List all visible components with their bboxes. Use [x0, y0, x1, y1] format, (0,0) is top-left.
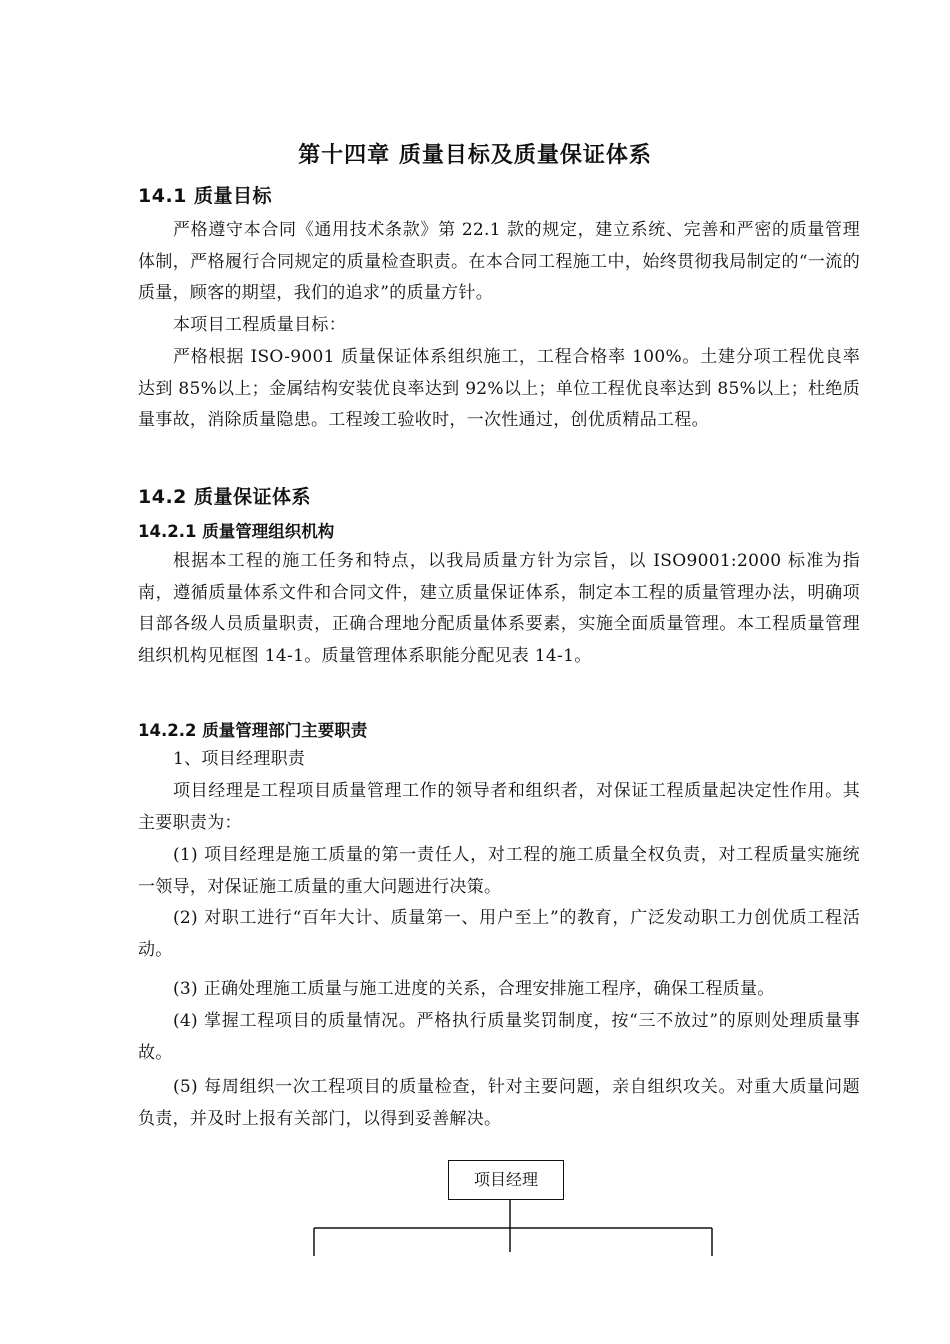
- paragraph-quality-policy: 严格遵守本合同《通用技术条款》第 22.1 款的规定，建立系统、完善和严密的质量管理体制，严格履行合同规定的质量检查职责。在本合同工程施工中，始终贯彻我局制定的“一流的质量，顾客的期望，我们的追求”的质量方针。: [138, 220, 860, 304]
- section-heading-14-2: 14.2 质量保证体系: [138, 486, 311, 508]
- org-chart-root-box: 项目经理: [448, 1160, 564, 1200]
- subsection-heading-14-2-1: 14.2.1 质量管理组织机构: [138, 522, 335, 541]
- duty-item-2: (2) 对职工进行“百年大计、质量第一、用户至上”的教育，广泛发动职工力创优质工程活动。: [138, 908, 860, 960]
- duty-item-5: (5) 每周组织一次工程项目的质量检查，针对主要问题，亲自组织攻关。对重大质量问题负责，并及时上报有关部门，以得到妥善解决。: [138, 1077, 860, 1129]
- paragraph-pm-intro: 项目经理是工程项目质量管理工作的领导者和组织者，对保证工程质量起决定性作用。其主要职责为：: [138, 781, 860, 833]
- duty-item-3: (3) 正确处理施工质量与施工进度的关系，合理安排施工程序，确保工程质量。: [173, 979, 775, 999]
- section-heading-14-1: 14.1 质量目标: [138, 185, 272, 207]
- chapter-title: 第十四章 质量目标及质量保证体系: [298, 143, 652, 168]
- paragraph-org-structure: 根据本工程的施工任务和特点，以我局质量方针为宗旨，以 ISO9001:2000 标准为指南，遵循质量体系文件和合同文件，建立质量保证体系，制定本工程的质量管理办法，明确项目部各级人员质量职责，正确合理地分配质量体系要素，实施全面质量管理。本工程质量管理组织机构见框图 14-1。质量管理体系职能分配见表 14-1。: [138, 551, 860, 666]
- duty-item-1: (1) 项目经理是施工质量的第一责任人，对工程的施工质量全权负责，对工程质量实施统一领导，对保证施工质量的重大问题进行决策。: [138, 845, 860, 897]
- item-title-pm-duties: 1、项目经理职责: [173, 749, 306, 769]
- subsection-heading-14-2-2: 14.2.2 质量管理部门主要职责: [138, 721, 368, 740]
- paragraph-quality-targets: 严格根据 ISO-9001 质量保证体系组织施工，工程合格率 100%。土建分项工程优良率达到 85%以上；金属结构安装优良率达到 92%以上；单位工程优良率达到 85%以上；杜绝质量事故，消除质量隐患。工程竣工验收时，一次性通过，创优质精品工程。: [138, 347, 860, 431]
- paragraph-quality-target-label: 本项目工程质量目标：: [173, 315, 346, 335]
- duty-item-4: (4) 掌握工程项目的质量情况。严格执行质量奖罚制度，按“三不放过”的原则处理质量事故。: [138, 1011, 860, 1063]
